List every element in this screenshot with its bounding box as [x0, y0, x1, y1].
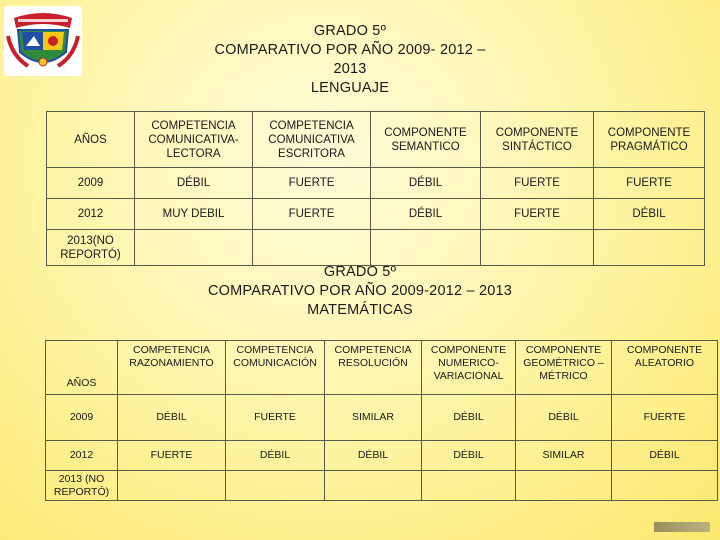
school-logo	[4, 6, 82, 76]
table-cell	[325, 471, 422, 501]
table-cell: FUERTE	[481, 199, 594, 230]
title-line: MATEMÁTICAS	[307, 302, 413, 318]
table-cell	[135, 230, 253, 266]
table-cell: SIMILAR	[325, 395, 422, 441]
title-line: 2013	[333, 61, 367, 77]
table-header-row	[47, 112, 705, 168]
matematicas-table	[45, 340, 718, 501]
header-cell: COMPONENTE PRAGMÁTICO	[594, 112, 705, 168]
table-cell: FUERTE	[226, 395, 325, 441]
table-row	[47, 199, 705, 230]
header-cell: COMPETENCIA COMUNICATIVA-LECTORA	[135, 112, 253, 168]
header-cell: AÑOS	[47, 112, 135, 168]
table-cell	[516, 471, 612, 501]
table-cell	[422, 471, 516, 501]
header-cell: COMPONENTE SEMANTICO	[371, 112, 481, 168]
table-cell: FUERTE	[481, 168, 594, 199]
table-cell	[371, 230, 481, 266]
header-cell: COMPONENTE NUMERICO-VARIACIONAL	[422, 341, 516, 395]
table-cell	[253, 230, 371, 266]
watermark	[654, 522, 710, 532]
lenguaje-table	[46, 111, 705, 266]
title-line: COMPARATIVO POR AÑO 2009- 2012 –	[214, 42, 486, 58]
header-cell: COMPETENCIA COMUNICACIÓN	[226, 341, 325, 395]
table-cell: MUY DEBIL	[135, 199, 253, 230]
table-row	[47, 168, 705, 199]
title-line: GRADO 5º	[323, 264, 397, 280]
table-cell: DÉBIL	[371, 199, 481, 230]
lenguaje-title	[190, 22, 510, 98]
table-cell: FUERTE	[118, 441, 226, 471]
table-row	[47, 230, 705, 266]
table-cell: DÉBIL	[118, 395, 226, 441]
table-row	[46, 441, 718, 471]
title-line: LENGUAJE	[310, 80, 390, 96]
year-cell: 2009	[46, 395, 118, 441]
table-header-row	[46, 341, 718, 395]
title-line: GRADO 5º	[313, 23, 387, 39]
table-cell: FUERTE	[594, 168, 705, 199]
year-cell: 2012	[47, 199, 135, 230]
year-cell: 2013(NO REPORTÓ)	[47, 230, 135, 266]
table-cell: FUERTE	[253, 199, 371, 230]
matematicas-title	[180, 263, 540, 320]
table-cell: DÉBIL	[135, 168, 253, 199]
year-cell: 2009	[47, 168, 135, 199]
header-cell: COMPETENCIA RESOLUCIÓN	[325, 341, 422, 395]
table-cell: DÉBIL	[612, 441, 718, 471]
table-cell: SIMILAR	[516, 441, 612, 471]
header-cell: COMPONENTE SINTÁCTICO	[481, 112, 594, 168]
table-cell: DÉBIL	[226, 441, 325, 471]
header-cell: COMPONENTE ALEATORIO	[612, 341, 718, 395]
header-cell: COMPETENCIA COMUNICATIVA ESCRITORA	[253, 112, 371, 168]
year-cell: 2013 (NO REPORTÓ)	[46, 471, 118, 501]
table-cell: DÉBIL	[516, 395, 612, 441]
table-cell	[612, 471, 718, 501]
table-row	[46, 395, 718, 441]
table-cell	[226, 471, 325, 501]
header-cell: COMPONENTE GEOMÉTRICO – MÉTRICO	[516, 341, 612, 395]
header-cell: AÑOS	[46, 341, 118, 395]
table-cell	[594, 230, 705, 266]
title-line: COMPARATIVO POR AÑO 2009-2012 – 2013	[207, 283, 513, 299]
table-row	[46, 471, 718, 501]
table-cell: DÉBIL	[371, 168, 481, 199]
header-cell: COMPETENCIA RAZONAMIENTO	[118, 341, 226, 395]
table-cell: DÉBIL	[594, 199, 705, 230]
table-cell: DÉBIL	[422, 395, 516, 441]
table-cell: FUERTE	[253, 168, 371, 199]
table-cell: DÉBIL	[422, 441, 516, 471]
table-cell	[481, 230, 594, 266]
table-cell: FUERTE	[612, 395, 718, 441]
table-cell: DÉBIL	[325, 441, 422, 471]
year-cell: 2012	[46, 441, 118, 471]
table-cell	[118, 471, 226, 501]
